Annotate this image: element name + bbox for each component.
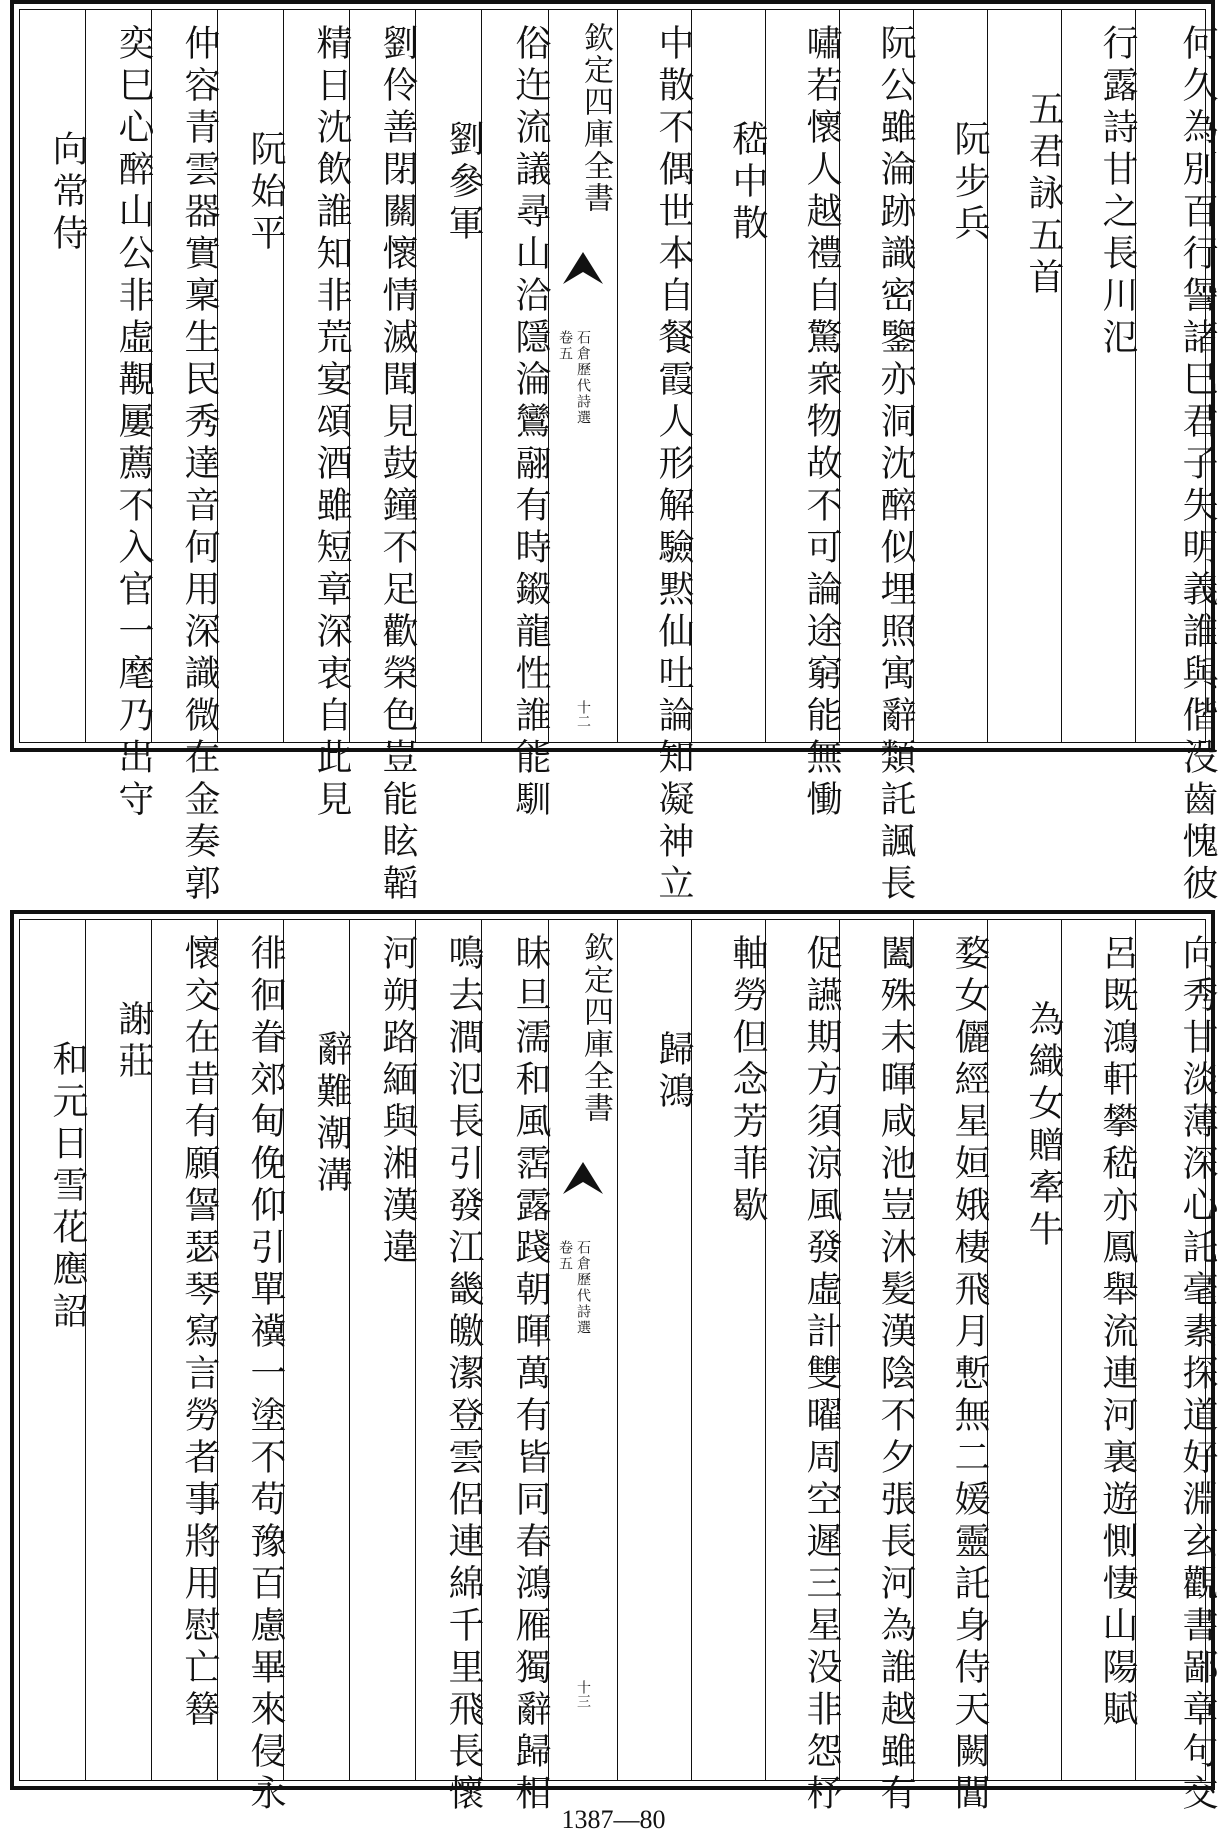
text-column: [20, 920, 86, 1780]
column-text: 和元日雪花應詔: [47, 1040, 88, 1334]
column-text: 劉伶善閉關懷情滅聞見鼓鐘不足歡榮色豈能眩韜: [377, 24, 418, 906]
center-leaf-number: 十二: [575, 700, 591, 728]
column-text: 婺女儷經星姮娥棲飛月慙無二媛靈託身侍天闕閶: [949, 934, 990, 1816]
text-column: [218, 10, 284, 742]
bottom-page-frame: [19, 919, 1218, 1816]
column-text: 辭難潮溝: [311, 1030, 352, 1198]
text-column: [914, 920, 990, 1816]
column-text: 闔殊未暉咸池豈沐髪漢陰不夕張長河為誰越雖有: [875, 934, 916, 1816]
column-text: 徘徊眷郊甸俛仰引單𥜥一塗不苟豫百慮畢來侵永: [245, 934, 286, 1816]
top-center-strip: [548, 10, 618, 742]
column-text: 嵇中散: [727, 120, 768, 246]
column-text: 向常侍: [47, 130, 88, 256]
column-text: 軸勞但念芳菲歇: [727, 934, 768, 1228]
text-column: [350, 10, 418, 906]
text-column: [284, 920, 350, 1780]
bottom-center-strip: [548, 920, 618, 1780]
text-column: [284, 10, 352, 822]
text-column: [988, 920, 1062, 1780]
text-column: [20, 10, 86, 742]
column-text: 歸鴻: [653, 1030, 694, 1114]
text-column: [86, 10, 154, 822]
column-text: 阮步兵: [949, 120, 990, 246]
text-column: [416, 10, 482, 742]
column-text: 河朔路緬與湘漢違: [377, 934, 418, 1270]
text-column: [1136, 920, 1218, 1816]
text-column: [766, 920, 842, 1816]
center-title: 欽定四庫全書: [578, 932, 613, 1124]
bottom-left-half: [20, 920, 551, 1816]
column-text: 仲容青雲器實稟生民秀達音何用深識微在金奏郭: [179, 24, 220, 906]
text-column: [1136, 10, 1218, 906]
fish-tail-mark-icon: [563, 1160, 603, 1194]
text-column: [482, 10, 551, 822]
column-text: 嘯若懷人越禮自驚衆物故不可論途窮能無慟: [801, 24, 842, 822]
column-text: 中散不偶世本自餐霞人形解驗黙仙吐論知凝神立: [653, 24, 694, 906]
text-column: [152, 920, 218, 1780]
text-column: [350, 920, 416, 1780]
top-page-frame: [19, 9, 1218, 906]
column-text: 懷交在昔有願諐瑟琴寫言勞者事將用慰亡簮: [179, 934, 220, 1732]
text-column: [218, 920, 286, 1816]
top-left-half: [20, 10, 551, 906]
text-column: [618, 920, 692, 1780]
column-text: 阮公雖淪跡識密鑒亦洞沈醉似埋照寓辭類託諷長: [875, 24, 916, 906]
column-text: 精日沈飲誰知非荒宴頌酒雖短章深衷自此見: [311, 24, 352, 822]
text-column: [1062, 920, 1136, 1780]
fish-tail-mark-icon: [563, 250, 603, 284]
page-number: 1387—80: [561, 1805, 666, 1834]
text-column: [416, 920, 484, 1816]
center-book-name: 石倉歷代詩選: [575, 1240, 591, 1336]
center-book-name: 石倉歷代詩選: [575, 330, 591, 426]
column-text: 謝莊: [113, 1000, 154, 1084]
center-juan: 卷五: [557, 330, 573, 362]
text-column: [152, 10, 220, 906]
column-text: 行露詩甘之長川氾: [1097, 24, 1138, 360]
text-column: [840, 920, 916, 1816]
column-text: 呂既鴻軒攀嵇亦鳳舉流連河裏遊惻悽山陽賦: [1097, 934, 1138, 1732]
column-text: 何久為別百行諐諸巳君子失明義誰與偕没齒愧彼: [1177, 24, 1218, 906]
column-text: 奕巳心醉山公非虛覯屢薦不入官一麾乃出守: [113, 24, 154, 822]
column-text: 昧旦濡和風霑露踐朝暉萬有皆同春鴻雁獨辭歸相: [510, 934, 551, 1816]
center-title: 欽定四庫全書: [578, 22, 613, 214]
text-column: [692, 920, 766, 1780]
text-column: [1062, 10, 1136, 742]
text-column: [988, 10, 1062, 742]
top-right-half: [618, 10, 1218, 906]
bottom-page: [10, 910, 1218, 1816]
column-text: 俗迕流議尋山洽隱淪鸞翮有時鎩龍性誰能馴: [510, 24, 551, 822]
column-text: 鳴去澗氾長引發江畿皦潔登雲侶連綿千里飛長懷: [443, 934, 484, 1816]
column-text: 五君詠五首: [1023, 90, 1064, 300]
column-text: 向秀甘淡薄深心託毫素探道好淵玄觀書鄙章句交: [1177, 934, 1218, 1816]
text-column: [840, 10, 916, 906]
center-leaf-number: 十三: [575, 1680, 591, 1708]
column-text: 劉參軍: [443, 120, 484, 246]
text-column: [692, 10, 766, 742]
center-juan: 卷五: [557, 1240, 573, 1272]
text-column: [618, 10, 694, 906]
bottom-right-half: [618, 920, 1218, 1816]
text-column: [86, 920, 152, 1780]
column-text: 為織女贈牽牛: [1023, 1000, 1064, 1252]
text-column: [914, 10, 988, 742]
column-text: 促讌期方須涼風發虛計雙曜周空遲三星没非怨杼: [801, 934, 842, 1816]
column-text: 阮始平: [245, 130, 286, 256]
text-column: [766, 10, 842, 822]
top-page: [10, 0, 1218, 906]
text-column: [482, 920, 551, 1816]
